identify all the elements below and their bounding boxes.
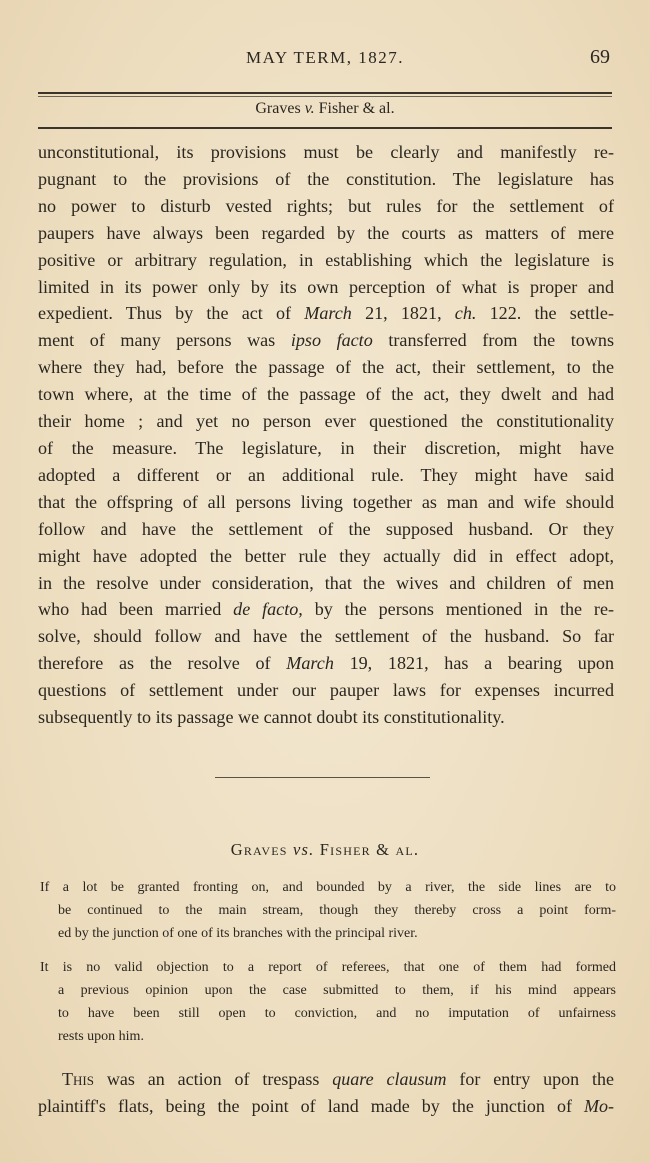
text-line: who had been married de facto, by the persons mentioned in the re-	[38, 599, 614, 620]
headnote-line: a previous opinion upon the case submitted to them, if his mind appears	[58, 983, 616, 998]
text-line: might have adopted the better rule they actually did in effect adopt,	[38, 545, 614, 566]
text-line: pugnant to the provisions of the constitution. The legislature has	[38, 168, 614, 189]
text-line: in the resolve under consideration, that the wives and children of men	[38, 572, 614, 593]
text-line: positive or arbitrary regulation, in establishing which the legislature is	[38, 249, 614, 270]
second-case-versus: vs.	[292, 840, 315, 859]
second-case-title	[0, 840, 650, 860]
text-line: ment of many persons was ipso facto transferred from the towns	[38, 330, 614, 351]
text-line: their home ; and yet no person ever questioned the constitutionality	[38, 411, 614, 432]
second-case-party2: Fisher & al.	[319, 840, 420, 859]
running-title: MAY TERM, 1827.	[246, 48, 404, 67]
text-line: unconstitutional, its provisions must be clearly and manifestly re-	[38, 142, 614, 162]
section-separator	[215, 777, 430, 778]
headnote-line: ed by the junction of one of its branches with the principal river.	[58, 926, 418, 941]
case-header-versus: v.	[304, 100, 315, 117]
case-header	[0, 100, 650, 118]
case-header-party1: Graves	[255, 100, 301, 117]
opening-line: This was an action of trespass quare clausum for entry upon the	[62, 1069, 614, 1089]
text-line: where they had, before the passage of the act, their settlement, to the	[38, 357, 614, 378]
text-line: of the measure. The legislature, in their discretion, might have	[38, 437, 614, 458]
case-header-party2: Fisher & al.	[318, 100, 395, 117]
page-number: 69	[590, 46, 610, 68]
top-rule	[38, 92, 612, 94]
opinion-text	[38, 139, 614, 731]
top-rule-thin	[38, 96, 612, 97]
text-line: limited in its power only by its own perception of what is proper and	[38, 276, 614, 297]
text-line: that the offspring of all persons living together as man and wife should	[38, 491, 614, 512]
headnote-1	[40, 876, 616, 945]
headnote-line: It is no valid objection to a report of referees, that one of them had formed	[40, 960, 616, 975]
headnote-line: If a lot be granted fronting on, and bounded by a river, the side lines are to	[40, 880, 616, 895]
text-line: subsequently to its passage we cannot doubt its constitutionality.	[38, 707, 505, 728]
text-line: therefore as the resolve of March 19, 1821, has a bearing upon	[38, 653, 614, 674]
header-rule	[38, 127, 612, 129]
text-line: follow and have the settlement of the supposed husband. Or they	[38, 518, 614, 539]
headnote-2	[40, 956, 616, 1048]
text-line: no power to disturb vested rights; but rules for the settlement of	[38, 195, 614, 216]
text-line: questions of settlement under our pauper laws for expenses incurred	[38, 680, 614, 701]
text-line: paupers have always been regarded by the courts as matters of mere	[38, 222, 614, 243]
opening-line: plaintiff's flats, being the point of land made by the junction of Mo-	[38, 1096, 614, 1116]
second-case-party1: Graves	[230, 840, 288, 859]
headnote-line: rests upon him.	[58, 1029, 144, 1044]
headnote-line: be continued to the main stream, though they thereby cross a point form-	[58, 903, 616, 918]
headnote-line: to have been still open to conviction, and no imputation of unfairness	[58, 1006, 616, 1021]
case-opening	[38, 1066, 614, 1120]
text-line: adopted a different or an additional rule. They might have said	[38, 464, 614, 485]
text-line: expedient. Thus by the act of March 21, 1821, ch. 122. the settle-	[38, 303, 614, 324]
running-head	[0, 44, 650, 74]
text-line: solve, should follow and have the settlement of the husband. So far	[38, 626, 614, 647]
text-line: town where, at the time of the passage of the act, they dwelt and had	[38, 384, 614, 405]
